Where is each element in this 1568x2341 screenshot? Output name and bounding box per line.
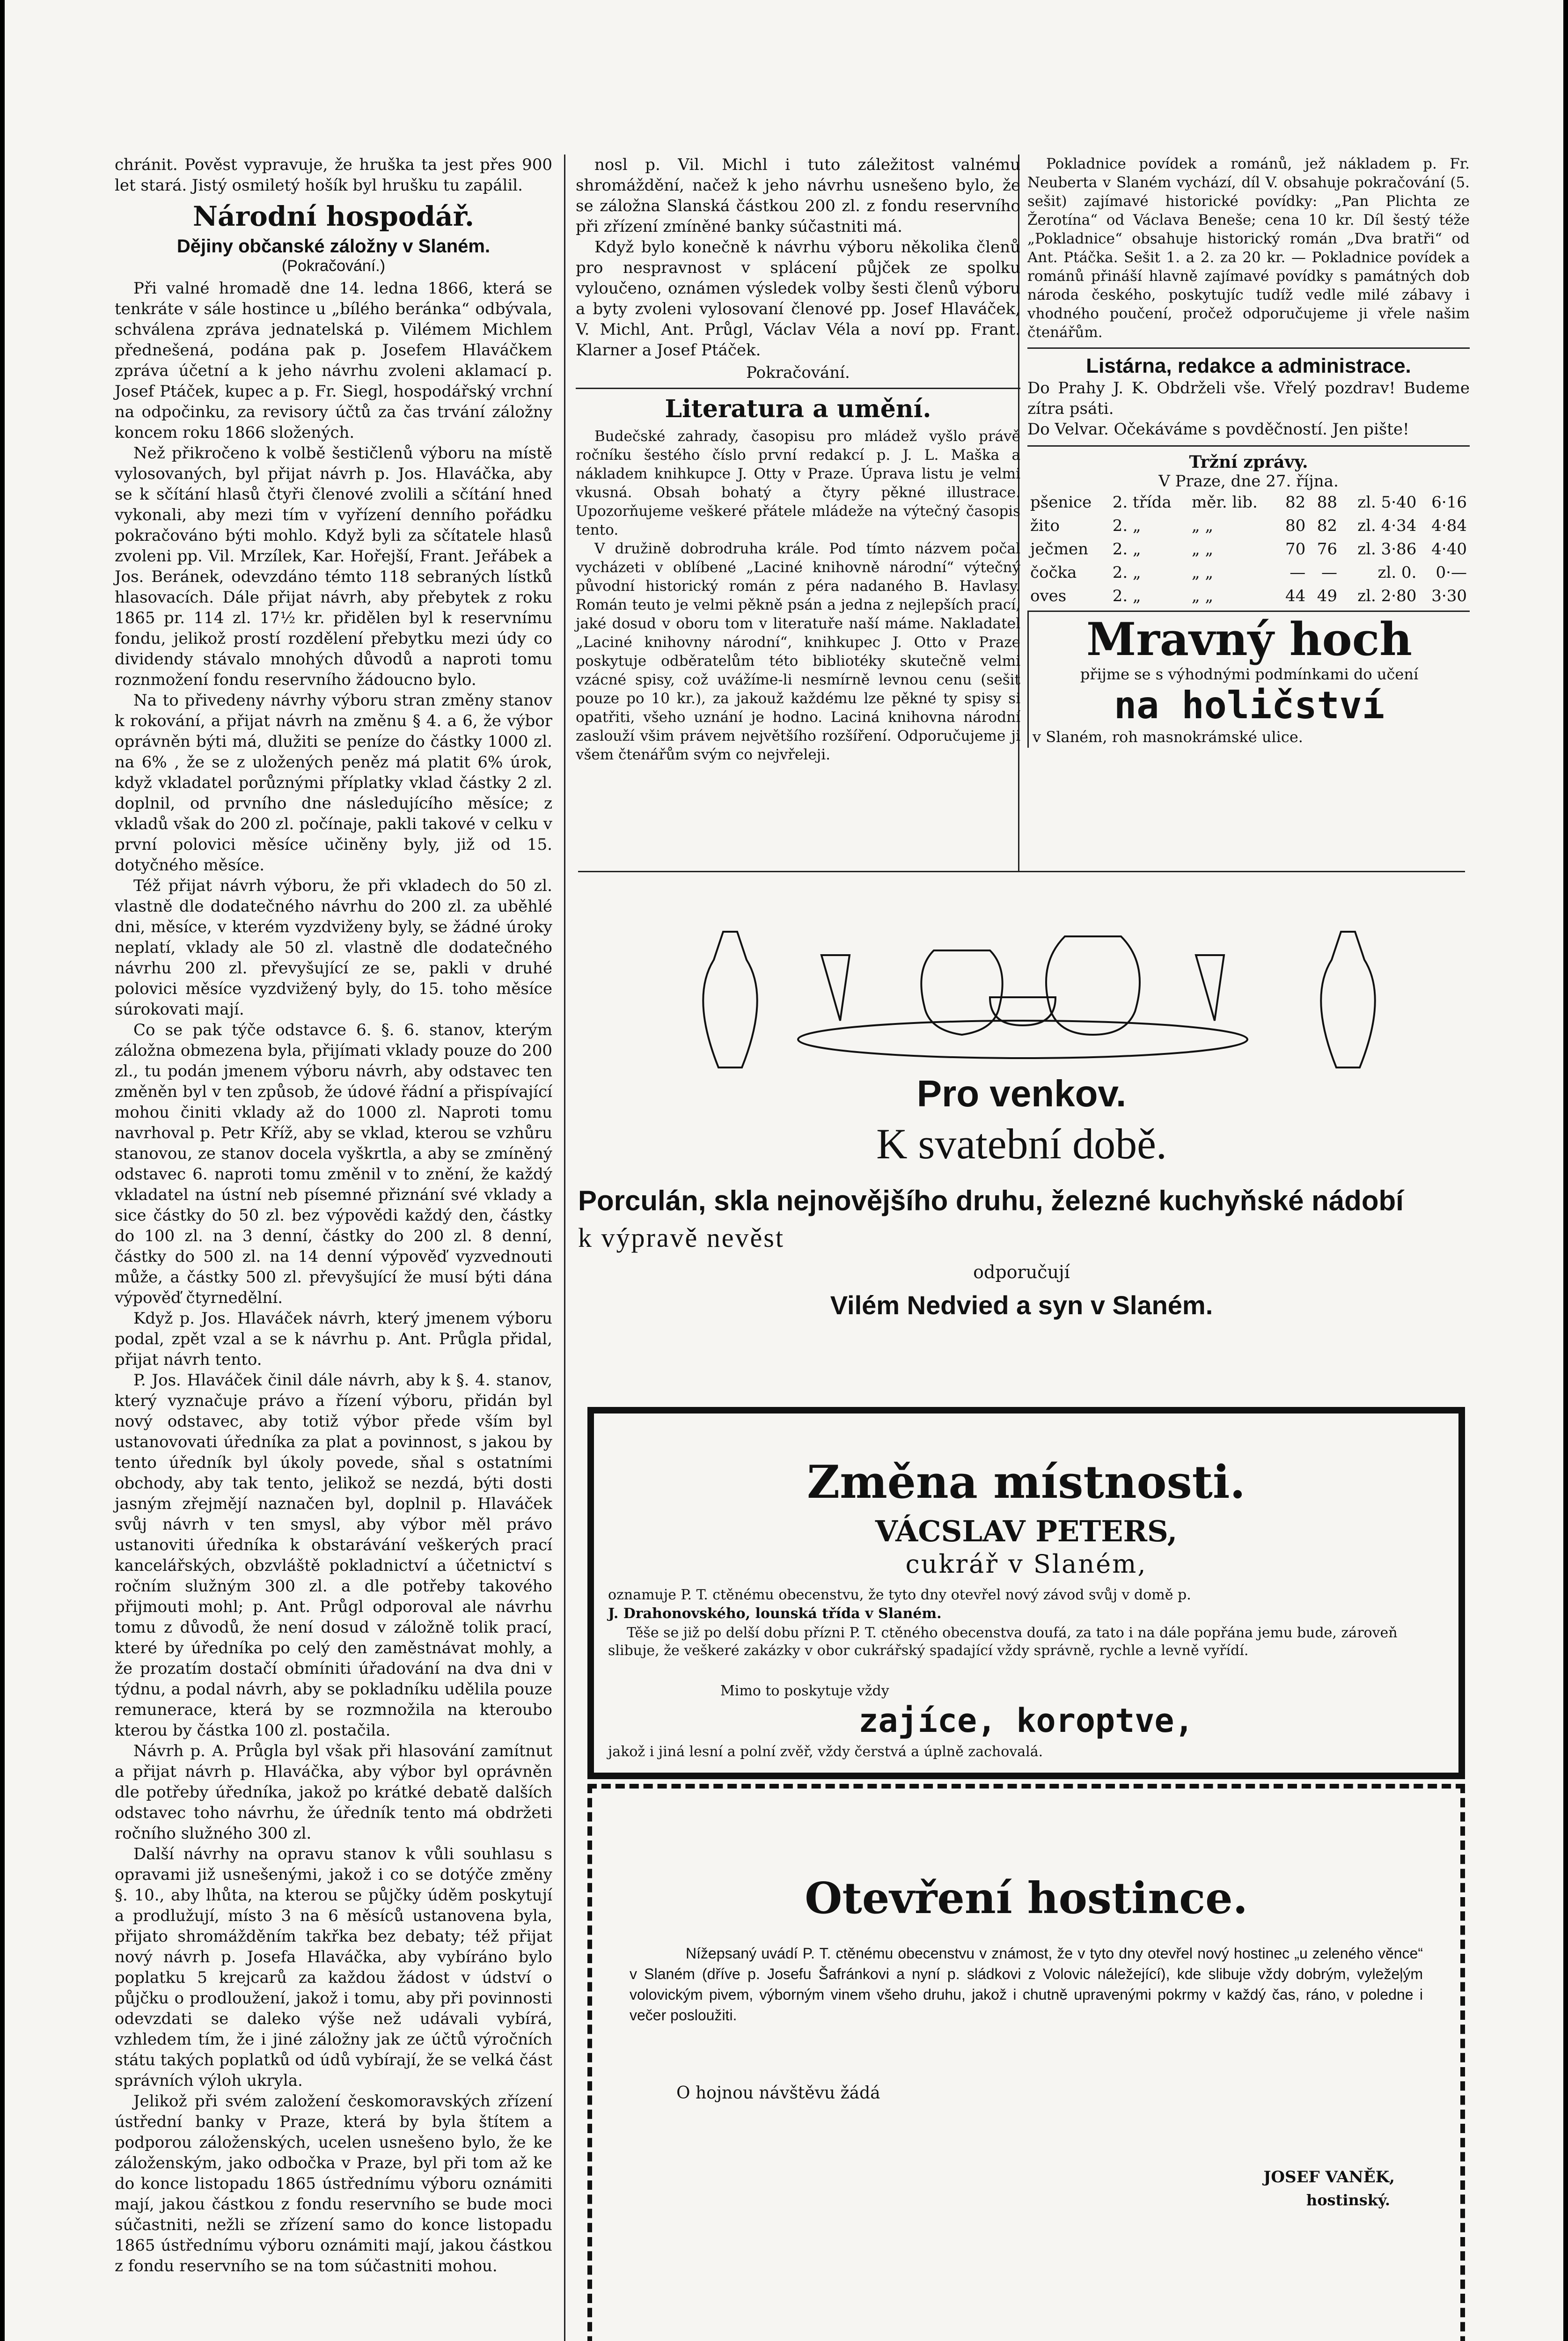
paragraph: P. Jos. Hlaváček činil dále návrh, aby k §. 4. stanov, který vyznačuje právo a řízení výboru, přidán byl nový odstavec, aby totiž výbor přede vším byl ustanovovati úředníka za plat a povinnost, s jakou by tento úředník byl úkoly povede, sňal s ostatními obchody, aby tak tento, jelikož se nezdá, býti dosti jasným zřejmějí naznačen byl, doplnil p. Hlaváček svůj návrh v ten smysl, aby výbor měl právo ustanoviti úředníka k obstarávání veškerých prací kancelářských, obzvláště pokladnictví a účetnictví s ročním služným 300 zl. a dle potřeby takového přijmouti mohl; p. Ant. Průgl odporoval ale návrhu tomu z důvodů, že není dosud v záložně tolik prací, které by úředníka po celý den zaměstnávat mohly, a že prozatím dostačí obmíniti úřadování na dva dni v týdnu, a podal návrh, aby se pokladníku udělila pouze remunerace, která by se rozmnožila na kteroubo kterou by částka 100 zl. postačila.: [115, 1371, 552, 1740]
ad-text: přijme se s výhodnými podmínkami do učení: [1080, 665, 1419, 683]
continued-note: (Pokračování.): [281, 257, 386, 275]
column-1: [115, 155, 552, 2276]
paragraph: V družině dobrodruha krále. Pod tímto názvem počal vycházeti v oblíbené „Laciné knihovně národní“ výtečný původní historický román z péra nadaného B. Havlasy. Román teuto je velmi pěkně psán a jedna z nejlepších prací, jaké dosud v oboru tom v literatuře naší máme. Nakladatel „Laciné knihovny národní“, knihkupec J. Otto v Praze poskytuje odběratelům této bibliotéky skutečně velmi vzácné spisy, což uvážíme-li nesmírně levnou cenu (sešit pouze po 10 kr.), za jakouž každému lze pěkné ty spisy si opatřiti, všeho uznání je hodno. Laciná knihovna národní zaslouží všim právem největšího rozšíření. Odporučujeme ji všem čtenářům svým co nejvřeleji.: [576, 540, 1020, 763]
ad-text: Těše se již po delší dobu přízni P. T. ctěného obecenstva doufá, za tato i na dále popřána jemu bude, zároveň slibuje, že veškeré zakázky v obor cukrářský spadající vždy správně, rychle a levně vyřídí.: [608, 1625, 1398, 1659]
ad-heading-1: Pro venkov.: [916, 1073, 1127, 1114]
ad-peters: [587, 1407, 1465, 1779]
ad-address: v Slaném, roh masnokrámské ulice.: [1033, 728, 1303, 746]
ad-line-5: odporučují: [973, 1262, 1070, 1282]
market-table: [1027, 491, 1470, 608]
listarna-item: Do Prahy J. K. Obdrželi vše. Vřelý pozdrav! Budeme zítra psáti.: [1027, 379, 1470, 418]
paragraph: Když p. Jos. Hlaváček návrh, který jmenem výboru podal, zpět vzal a se k návrhu p. Ant. Průgla přidal, přijat návrh tento.: [115, 1309, 552, 1369]
divider: [1027, 445, 1470, 447]
ad-line-4: k výpravě nevěst: [578, 1222, 784, 1253]
column-divider: [564, 155, 565, 2341]
ad-signature-role: hostinský.: [1306, 2191, 1390, 2209]
ad-signature: JOSEF VANĚK,: [1263, 2168, 1395, 2186]
ad-text: Nížepsaný uvádí P. T. ctěnému obecenstvu v známost, že v tyto dny otevřel nový hostinec „u zeleného věnce“ v Slaném (dříve p. Josefu Šafránkovi a nyní p. sládkovi z Volovic náležející), kde slibuje vždy dobrým, vyležeļým volovickým pivem, výborným vinem všeho druhu, jakož i chutně upravenými pokrmy v každý čas, ráno, v poledne i večer posloužiti.: [630, 1945, 1423, 2024]
paragraph: Při valné hromadě dne 14. ledna 1866, která se tenkráte v sále hostince u „bílého beránka“ odbývala, schválena zpráva jednatelská p. Vilémem Michlem přednešená, podána pak p. Josefem Hlaváčkem zpráva účetní a k jeho návrhu zvoleni aklamací p. Josef Ptáček, kupec a p. Fr. Siegl, hospodářský vrchní na odpočinku, za revisory účtů za čas trvání záložny koncem roku 1866 složených.: [115, 279, 552, 442]
ad-mravny-hoch: [1027, 611, 1470, 748]
continued-note: Pokračování.: [746, 363, 850, 382]
market-title: Tržní zprávy.: [1189, 452, 1308, 472]
table-row: ječmen 2. „ „ „ 70 76 zl. 3·86 4·40: [1030, 540, 1467, 559]
paragraph: Též přijat návrh výboru, že při vkladech do 50 zl. vlastně dle dodatečného návrhu do 200 zl. za uběhlé dni, měsíce, v kterém vyzdviženy byly, se žádné úroky neplatí, vklady ale 50 zl. vlastně dle dodatečného návrhu 200 zl. převyšující ze se, pakli v druhé polovici měsíce vyzdvižený byly, do 15. toho měsíce súrokovati mají.: [115, 876, 552, 1019]
ad-title: Mravný hoch: [1086, 613, 1412, 666]
ad-title: Změna místnosti.: [807, 1456, 1246, 1509]
intro-text: chránit. Pověst vypravuje, že hruška ta jest přes 900 let stará. Jistý osmiletý hošík byl hrušku tu zapálil.: [115, 155, 552, 195]
listarna-title: Listárna, redakce a administrace.: [1086, 354, 1411, 377]
literature-title: Literatura a umění.: [665, 395, 931, 423]
paragraph: Další návrhy na opravu stanov k vůli souhlasu s opravami již usnešenými, jakož i co se dotýče změny §. 10., aby lhůta, na kterou se půjčky úděm poskytují a prodlužují, místo 3 na 6 měsíců ustanovena byla, přijato shromážděním takřka bez debaty; též přijat nový návrh p. Josefa Hlaváčka, aby vybíráno bylo poplatku 5 krejcarů za každou žádost v údství o půjčku o prodloužení, jakož i tomu, aby při povinnosti odevzdati se daleko výše než udávali vybírá, vzhledem tím, že i jiné záložny jak ze účtů výročních státu takých poplatků od údů vybírají, že se velká část správních výloh ukryla.: [115, 1845, 552, 2090]
table-row: oves 2. „ „ „ 44 49 zl. 2·80 3·30: [1030, 587, 1467, 605]
ad-porcelan: [578, 866, 1465, 1400]
ad-text: oznamuje P. T. ctěnému obecenstvu, že tyto dny otevřel nový závod svůj v domě p.: [608, 1587, 1191, 1603]
paragraph: Jelikož při svém založení českomoravských zřízení ústřední banky v Praze, která by byla štítem a podporou záloženských, ucelen usnešeno bylo, že ke záloženským, jako odbočka v Praze, byl při tom až ke do konce listopadu 1865 ústřednímu výboru oznámiti mají, jakou částkou z fondu reservního se bude moci súčastniti, nežli se zřízení samo do konce listopadu 1865 ústřednímu výboru oznámiti mají, jakou částkou z fondu reservního se na tom súčastniti mohou.: [115, 2092, 552, 2275]
paragraph: nosl p. Vil. Michl i tuto záležitost valnému shromáždění, načež k jeho návrhu usnešeno bylo, že se záložna Slanská částkou 200 zl. z fondu reservního při zřízení zmíněné banky súčastniti má.: [576, 155, 1020, 236]
listarna-item: Do Velvar. Očekáváme s povděčností. Jen pište!: [1027, 420, 1409, 439]
ad-title: Otevření hostince.: [805, 1873, 1248, 1923]
column-2: [576, 155, 1020, 764]
table-row: pšenice 2. třída měr. lib. 82 88 zl. 5·40 6·16: [1030, 493, 1467, 512]
section-title: Národní hospodář.: [192, 200, 475, 232]
ad-big-text: na holičství: [1114, 684, 1385, 727]
ad-hostinec: [587, 1784, 1465, 2341]
tableware-illustration: [578, 866, 1465, 1072]
ad-big-text: zajíce, koroptve,: [858, 1701, 1194, 1740]
paragraph: Budečské zahrady, časopisu pro mládež vyšlo právě ročníku šestého číslo první redakcí p. J. L. Maška a nákladem knihkupce J. Otty v Praze. Úprava listu je velmi vkusná. Obsah bohatý a čtyry pěkné illustrace. Upozorňujeme veškeré přátele mládeže na výtečný časopis tento.: [576, 428, 1020, 538]
paragraph: Návrh p. A. Průgla byl však při hlasování zamítnut a přijat návrh p. Hlaváčka, aby výbor byl oprávněn dle potřeby úředníka, jakož po krátké debatě dalších odstavec toho návrhu, že úředník tento má obdržeti ročního služného 300 zl.: [115, 1742, 552, 1843]
divider: [576, 388, 1020, 389]
market-date: V Praze, dne 27. října.: [1158, 472, 1339, 491]
ad-line-3: Porculán, skla nejnovějšího druhu, železné kuchyňské nádobí: [578, 1185, 1404, 1216]
pokladnice-text: Pokladnice povídek a románů, jež nákladem p. Fr. Neuberta v Slaném vychází, díl V. obsahuje pokračování (5. sešit) zajímavé historické povídky: „Pan Plichta ze Žerotína“ od Václava Beneše; cena 10 kr. Díl šestý téže „Pokladnice“ obsahuje historický román „Dva bratři“ od Ant. Ptáčka. Sešit 1. a 2. za 20 kr. — Pokladnice povídek a románů přináší hlavně zajímavé povídky s památných dob národa českého, poskytujíc tudíž vedle milé zábavy i vhodného poučení, pročež odporučujeme ji vřele našim čtenářům.: [1027, 155, 1470, 341]
paragraph: Na to přivedeny návrhy výboru stran změny stanov k rokování, a přijat návrh na změnu § 4. a 6, že výbor oprávněn býti má, dlužiti se peníze do částky 1000 zl. na 6% , že se z uložených peněz má platit 6% úrok, když vkladatel porůznými příplatky vklad částky 2 zl. doplnil, od prvního dne následujícího měsíce; z vkladů však do 200 zl. počínaje, pakli takové v celku v první polovici měsíce učiněny byly, již od 15. dotyčného měsíce.: [115, 691, 552, 875]
table-row: žito 2. „ „ „ 80 82 zl. 4·34 4·84: [1030, 516, 1467, 535]
ad-text: jakož i jiná lesní a polní zvěř, vždy čerstvá a úplně zachovalá.: [608, 1744, 1043, 1760]
article-title: Dějiny občanské záložny v Slaném.: [176, 236, 491, 257]
ad-text: Mimo to poskytuje vždy: [720, 1683, 889, 1699]
paragraph: Než přikročeno k volbě šestičlenů výboru na místě vylosovaných, byl přijat návrh p. Jos. Hlaváčka, aby se k sčítání hlasů čtyři členové zvolili a sčítání hned vykonali, aby mezi tím v vyřízení denního pořádku pokračováno býti mohlo. Když byli za sčítatele hlasů zvoleni pp. Vil. Mrzílek, Kar. Hořejší, Frant. Jeřábek a Jos. Beránek, odevzdáno témto 118 sebraných lístků hlasovacích. Dále přijat návrh, aby přebytek z roku 1865 pr. 114 zl. 17½ kr. přidělen byl k reservnímu fondu, jelikož prostí rozdělení přebytku mezi údy co dividendy stávalo mnohých důvodů a naproti tomu roznmožení fondu reservního žádoucno bylo.: [115, 444, 552, 689]
ad-closing: O hojnou návštěvu žádá: [676, 2083, 880, 2103]
ad-name: VÁCSLAV PETERS,: [875, 1514, 1178, 1548]
ad-text: J. Drahonovského, lounská třída v Slaném.: [608, 1605, 942, 1622]
ad-role: cukrář v Slaném,: [905, 1549, 1147, 1579]
ad-heading-2: K svatební době.: [876, 1120, 1167, 1168]
divider: [1027, 347, 1470, 349]
paragraph: Co se pak týče odstavce 6. §. 6. stanov, kterým záložna obmezena byla, přijímati vklady pouze do 200 zl., tu podán jmenem výboru návrh, aby odstavec ten změněn byl v ten způsob, že údové řádní a přispívající mohou činiti vklady až do 1000 zl. Naproti tomu navrhoval p. Petr Kříž, aby se vklad, kterou se vzhůru stanovou, ze stanov docela vyškrtla, a aby se zmíněný odstavec 6. naproti tomu změnil v to znění, že každý vkladatel na ústní neb písemné přiznání své vklady a sice částky do 50 zl. bez výpovědi každý den, částky do 100 zl. na 3 denní, částky do 200 zl. 8 denní, částky do 500 zl. na 14 denní výpověď vyzvednouti může, a částky 500 zl. převyšující že musí býti dána výpověď čtyrnedělní.: [115, 1021, 552, 1307]
paragraph: Když bylo konečně k návrhu výboru několika členů pro nespravnost v splácení půjček ze spolku vyloučeno, oznámen výsledek volby šesti členů výboru a byty zvoleni vylosovaní členové pp. Josef Hlaváček, V. Michl, Ant. Průgl, Václav Véla a noví pp. Frant. Klarner a Josef Ptáček.: [576, 238, 1020, 360]
column-3: [1027, 155, 1470, 748]
table-row: čočka 2. „ „ „ — — zl. 0. 0·—: [1030, 563, 1467, 582]
ad-line-6: Vilém Nedvied a syn v Slaném.: [830, 1290, 1213, 1320]
